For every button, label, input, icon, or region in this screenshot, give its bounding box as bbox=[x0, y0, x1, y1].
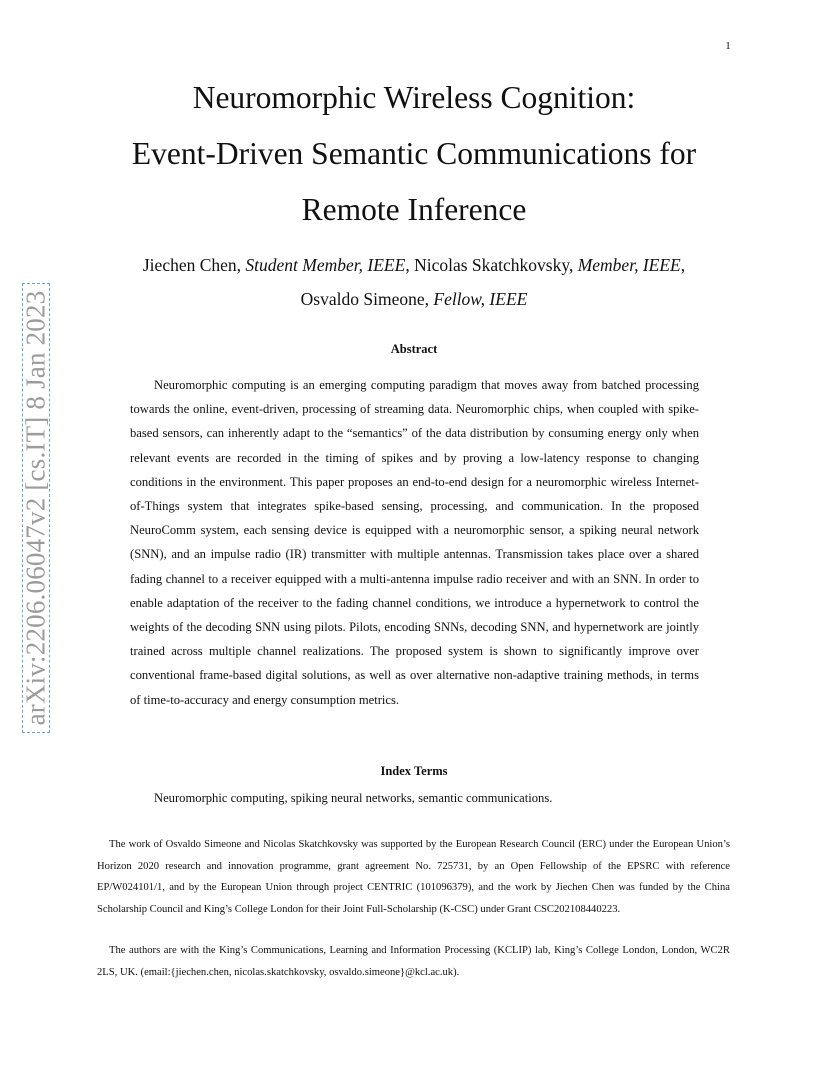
arxiv-identifier: arXiv:2206.06047v2 [cs.IT] 8 Jan 2023 bbox=[20, 290, 51, 726]
affiliation-footnote: The authors are with the King’s Communications, Learning and Information Processing (KCLIP) lab, King’s College London, London, WC2R 2LS, UK. (email:{jiechen.chen, nicolas.skatchkovsky, osvaldo.simeone}@kcl.ac.uk). bbox=[97, 945, 730, 978]
title-line: Remote Inference bbox=[301, 192, 527, 227]
abstract-text: Neuromorphic computing is an emerging computing paradigm that moves away from batched processing towards the online, event-driven, processing of streaming data. Neuromorphic chips, when coupled with spike-based sensors, can inherently adapt to the “semantics” of the data distribution by consuming energy only when relevant events are recorded in the timing of spikes and by proving a low-latency response to changing conditions in the environment. This paper proposes an end-to-end design for a neuromorphic wireless Internet-of-Things system that integrates spike-based sensing, processing, and communication. In the proposed NeuroComm system, each sensing device is equipped with a neuromorphic sensor, a spiking neural network (SNN), and an impulse radio (IR) transmitter with multiple antennas. Transmission takes place over a shared fading channel to a receiver equipped with a multi-antenna impulse radio receiver and with an SNN. In order to enable adaptation of the receiver to the fading channel conditions, we introduce a hypernetwork to control the weights of the decoding SNN using pilots. Pilots, encoding SNNs, decoding SNN, and hypernetwork are jointly trained across multiple channel realizations. The proposed system is shown to significantly improve over conventional frame-based digital solutions, as well as over alternative non-adaptive training methods, in terms of time-to-accuracy and energy consumption metrics. bbox=[130, 378, 699, 707]
author-name: Jiechen Chen bbox=[142, 255, 237, 275]
paper-title bbox=[70, 70, 758, 238]
author-name: Nicolas Skatchkovsky bbox=[414, 255, 569, 275]
author-role: Fellow, IEEE bbox=[433, 289, 528, 309]
title-line: Neuromorphic Wireless Cognition: bbox=[192, 80, 636, 115]
author-role: Student Member, IEEE bbox=[245, 255, 406, 275]
title-line: Event-Driven Semantic Communications for bbox=[131, 136, 697, 171]
index-terms-heading: Index Terms bbox=[380, 764, 448, 778]
funding-footnote: The work of Osvaldo Simeone and Nicolas Skatchkovsky was supported by the European Research Council (ERC) under the European Union’s Horizon 2020 research and innovation programme, grant agreement No. 725731, by an Open Fellowship of the EPSRC with reference EP/W024101/1, and by the European Union through project CENTRIC (101096379), and the work by Jiechen Chen was funded by the China Scholarship Council and King’s College London for their Joint Full-Scholarship (K-CSC) under Grant CSC202108440223. bbox=[97, 839, 730, 915]
index-terms-text: Neuromorphic computing, spiking neural networks, semantic communications. bbox=[154, 791, 553, 805]
author-name: Osvaldo Simeone bbox=[300, 289, 425, 309]
author-role: Member, IEEE bbox=[577, 255, 681, 275]
abstract-heading: Abstract bbox=[390, 342, 438, 356]
author-list: Jiechen Chen, Student Member, IEEE, Nicolas Skatchkovsky, Member, IEEE, Osvaldo Simeone, Fellow, IEEE bbox=[142, 255, 686, 309]
page-number: 1 bbox=[725, 40, 731, 52]
